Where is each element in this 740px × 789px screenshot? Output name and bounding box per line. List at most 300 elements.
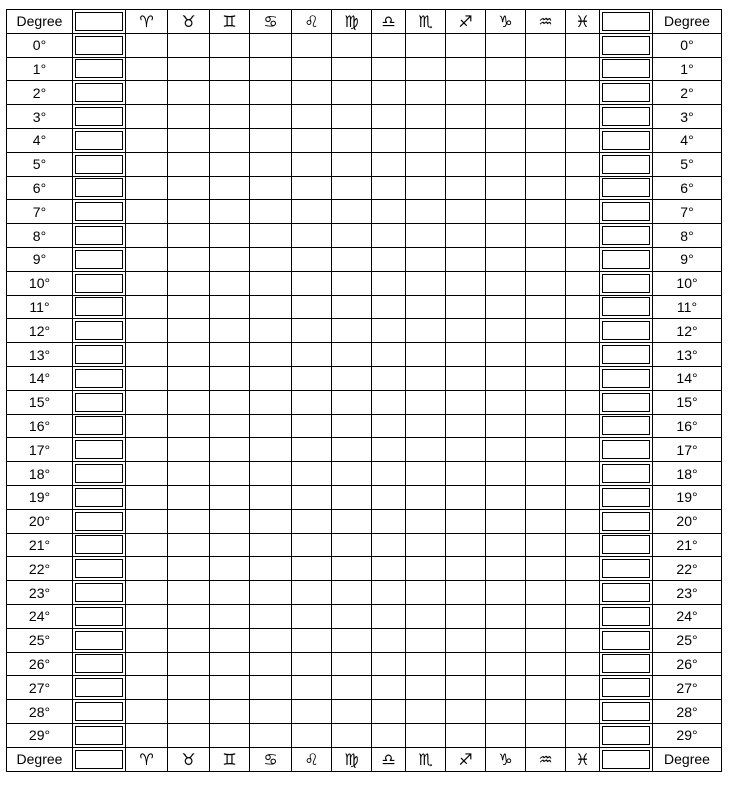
- libra-cell[interactable]: [372, 462, 406, 486]
- capricorn-cell[interactable]: [486, 509, 526, 533]
- aries-cell[interactable]: [126, 462, 168, 486]
- leo-cell[interactable]: [292, 676, 332, 700]
- aries-cell[interactable]: [126, 271, 168, 295]
- taurus-cell[interactable]: [168, 319, 210, 343]
- entry-box[interactable]: [602, 440, 650, 459]
- capricorn-cell[interactable]: [486, 366, 526, 390]
- entry-box[interactable]: [75, 369, 123, 388]
- entry-box[interactable]: [75, 702, 123, 721]
- taurus-cell[interactable]: [168, 581, 210, 605]
- leo-cell[interactable]: [292, 176, 332, 200]
- pisces-cell[interactable]: [566, 723, 600, 747]
- scorpio-cell[interactable]: [406, 105, 446, 129]
- capricorn-cell[interactable]: [486, 247, 526, 271]
- aries-cell[interactable]: [126, 176, 168, 200]
- taurus-cell[interactable]: [168, 557, 210, 581]
- libra-cell[interactable]: [372, 700, 406, 724]
- aquarius-cell[interactable]: [526, 200, 566, 224]
- leo-cell[interactable]: [292, 152, 332, 176]
- entry-box[interactable]: [602, 488, 650, 507]
- cancer-cell[interactable]: [250, 557, 292, 581]
- entry-box[interactable]: [602, 583, 650, 602]
- sagittarius-cell[interactable]: [446, 343, 486, 367]
- virgo-cell[interactable]: [332, 152, 372, 176]
- pisces-cell[interactable]: [566, 224, 600, 248]
- cancer-cell[interactable]: [250, 438, 292, 462]
- libra-cell[interactable]: [372, 485, 406, 509]
- libra-cell[interactable]: [372, 81, 406, 105]
- gemini-cell[interactable]: [210, 319, 250, 343]
- leo-cell[interactable]: [292, 105, 332, 129]
- taurus-cell[interactable]: [168, 438, 210, 462]
- aquarius-cell[interactable]: [526, 176, 566, 200]
- aquarius-cell[interactable]: [526, 581, 566, 605]
- gemini-cell[interactable]: [210, 247, 250, 271]
- cancer-cell[interactable]: [250, 247, 292, 271]
- aquarius-cell[interactable]: [526, 509, 566, 533]
- leo-cell[interactable]: [292, 700, 332, 724]
- sagittarius-cell[interactable]: [446, 81, 486, 105]
- taurus-cell[interactable]: [168, 295, 210, 319]
- pisces-cell[interactable]: [566, 128, 600, 152]
- entry-box[interactable]: [75, 631, 123, 650]
- gemini-cell[interactable]: [210, 485, 250, 509]
- libra-cell[interactable]: [372, 152, 406, 176]
- sagittarius-cell[interactable]: [446, 33, 486, 57]
- libra-cell[interactable]: [372, 57, 406, 81]
- aries-cell[interactable]: [126, 700, 168, 724]
- gemini-cell[interactable]: [210, 700, 250, 724]
- aries-cell[interactable]: [126, 652, 168, 676]
- cancer-cell[interactable]: [250, 200, 292, 224]
- entry-box[interactable]: [602, 416, 650, 435]
- leo-cell[interactable]: [292, 247, 332, 271]
- entry-box[interactable]: [602, 250, 650, 269]
- virgo-cell[interactable]: [332, 604, 372, 628]
- leo-cell[interactable]: [292, 723, 332, 747]
- virgo-cell[interactable]: [332, 390, 372, 414]
- capricorn-cell[interactable]: [486, 105, 526, 129]
- scorpio-cell[interactable]: [406, 200, 446, 224]
- gemini-cell[interactable]: [210, 723, 250, 747]
- entry-box[interactable]: [75, 583, 123, 602]
- pisces-cell[interactable]: [566, 581, 600, 605]
- entry-box[interactable]: [75, 393, 123, 412]
- pisces-cell[interactable]: [566, 628, 600, 652]
- taurus-cell[interactable]: [168, 57, 210, 81]
- capricorn-cell[interactable]: [486, 723, 526, 747]
- taurus-cell[interactable]: [168, 414, 210, 438]
- virgo-cell[interactable]: [332, 557, 372, 581]
- leo-cell[interactable]: [292, 414, 332, 438]
- libra-cell[interactable]: [372, 319, 406, 343]
- entry-box[interactable]: [602, 631, 650, 650]
- gemini-cell[interactable]: [210, 438, 250, 462]
- gemini-cell[interactable]: [210, 652, 250, 676]
- taurus-cell[interactable]: [168, 247, 210, 271]
- taurus-cell[interactable]: [168, 485, 210, 509]
- aries-cell[interactable]: [126, 81, 168, 105]
- pisces-cell[interactable]: [566, 105, 600, 129]
- taurus-cell[interactable]: [168, 509, 210, 533]
- virgo-cell[interactable]: [332, 176, 372, 200]
- gemini-cell[interactable]: [210, 676, 250, 700]
- libra-cell[interactable]: [372, 414, 406, 438]
- entry-box[interactable]: [75, 83, 123, 102]
- sagittarius-cell[interactable]: [446, 319, 486, 343]
- libra-cell[interactable]: [372, 652, 406, 676]
- entry-box[interactable]: [602, 202, 650, 221]
- aries-cell[interactable]: [126, 676, 168, 700]
- capricorn-cell[interactable]: [486, 652, 526, 676]
- scorpio-cell[interactable]: [406, 57, 446, 81]
- pisces-cell[interactable]: [566, 319, 600, 343]
- aquarius-cell[interactable]: [526, 676, 566, 700]
- entry-box[interactable]: [602, 131, 650, 150]
- entry-box[interactable]: [602, 702, 650, 721]
- aquarius-cell[interactable]: [526, 700, 566, 724]
- libra-cell[interactable]: [372, 128, 406, 152]
- virgo-cell[interactable]: [332, 700, 372, 724]
- entry-box[interactable]: [602, 726, 650, 745]
- leo-cell[interactable]: [292, 366, 332, 390]
- taurus-cell[interactable]: [168, 462, 210, 486]
- libra-cell[interactable]: [372, 438, 406, 462]
- pisces-cell[interactable]: [566, 557, 600, 581]
- aquarius-cell[interactable]: [526, 33, 566, 57]
- entry-box[interactable]: [75, 131, 123, 150]
- cancer-cell[interactable]: [250, 319, 292, 343]
- pisces-cell[interactable]: [566, 200, 600, 224]
- virgo-cell[interactable]: [332, 271, 372, 295]
- gemini-cell[interactable]: [210, 462, 250, 486]
- aries-cell[interactable]: [126, 343, 168, 367]
- pisces-cell[interactable]: [566, 295, 600, 319]
- libra-cell[interactable]: [372, 343, 406, 367]
- aries-cell[interactable]: [126, 485, 168, 509]
- aries-cell[interactable]: [126, 57, 168, 81]
- capricorn-cell[interactable]: [486, 295, 526, 319]
- leo-cell[interactable]: [292, 200, 332, 224]
- pisces-cell[interactable]: [566, 81, 600, 105]
- cancer-cell[interactable]: [250, 462, 292, 486]
- entry-box[interactable]: [75, 155, 123, 174]
- aquarius-cell[interactable]: [526, 390, 566, 414]
- cancer-cell[interactable]: [250, 176, 292, 200]
- libra-cell[interactable]: [372, 390, 406, 414]
- virgo-cell[interactable]: [332, 533, 372, 557]
- sagittarius-cell[interactable]: [446, 438, 486, 462]
- capricorn-cell[interactable]: [486, 390, 526, 414]
- entry-box[interactable]: [602, 36, 650, 55]
- leo-cell[interactable]: [292, 295, 332, 319]
- scorpio-cell[interactable]: [406, 533, 446, 557]
- pisces-cell[interactable]: [566, 414, 600, 438]
- gemini-cell[interactable]: [210, 33, 250, 57]
- entry-box[interactable]: [75, 226, 123, 245]
- gemini-cell[interactable]: [210, 509, 250, 533]
- capricorn-cell[interactable]: [486, 628, 526, 652]
- entry-box[interactable]: [75, 678, 123, 697]
- aries-cell[interactable]: [126, 438, 168, 462]
- leo-cell[interactable]: [292, 438, 332, 462]
- taurus-cell[interactable]: [168, 105, 210, 129]
- sagittarius-cell[interactable]: [446, 652, 486, 676]
- taurus-cell[interactable]: [168, 176, 210, 200]
- scorpio-cell[interactable]: [406, 295, 446, 319]
- scorpio-cell[interactable]: [406, 485, 446, 509]
- leo-cell[interactable]: [292, 271, 332, 295]
- virgo-cell[interactable]: [332, 33, 372, 57]
- cancer-cell[interactable]: [250, 509, 292, 533]
- libra-cell[interactable]: [372, 676, 406, 700]
- taurus-cell[interactable]: [168, 390, 210, 414]
- virgo-cell[interactable]: [332, 128, 372, 152]
- sagittarius-cell[interactable]: [446, 295, 486, 319]
- cancer-cell[interactable]: [250, 105, 292, 129]
- pisces-cell[interactable]: [566, 57, 600, 81]
- scorpio-cell[interactable]: [406, 390, 446, 414]
- gemini-cell[interactable]: [210, 628, 250, 652]
- scorpio-cell[interactable]: [406, 509, 446, 533]
- gemini-cell[interactable]: [210, 128, 250, 152]
- libra-cell[interactable]: [372, 247, 406, 271]
- aries-cell[interactable]: [126, 105, 168, 129]
- scorpio-cell[interactable]: [406, 176, 446, 200]
- sagittarius-cell[interactable]: [446, 723, 486, 747]
- pisces-cell[interactable]: [566, 176, 600, 200]
- entry-box[interactable]: [75, 488, 123, 507]
- virgo-cell[interactable]: [332, 581, 372, 605]
- leo-cell[interactable]: [292, 581, 332, 605]
- leo-cell[interactable]: [292, 57, 332, 81]
- taurus-cell[interactable]: [168, 628, 210, 652]
- entry-box[interactable]: [75, 274, 123, 293]
- aries-cell[interactable]: [126, 319, 168, 343]
- gemini-cell[interactable]: [210, 557, 250, 581]
- pisces-cell[interactable]: [566, 509, 600, 533]
- entry-box[interactable]: [75, 59, 123, 78]
- aries-cell[interactable]: [126, 509, 168, 533]
- libra-cell[interactable]: [372, 723, 406, 747]
- entry-box[interactable]: [75, 654, 123, 673]
- entry-box[interactable]: [602, 59, 650, 78]
- gemini-cell[interactable]: [210, 105, 250, 129]
- leo-cell[interactable]: [292, 557, 332, 581]
- sagittarius-cell[interactable]: [446, 152, 486, 176]
- entry-box[interactable]: [75, 297, 123, 316]
- cancer-cell[interactable]: [250, 33, 292, 57]
- scorpio-cell[interactable]: [406, 604, 446, 628]
- pisces-cell[interactable]: [566, 247, 600, 271]
- aquarius-cell[interactable]: [526, 295, 566, 319]
- aquarius-cell[interactable]: [526, 652, 566, 676]
- cancer-cell[interactable]: [250, 604, 292, 628]
- sagittarius-cell[interactable]: [446, 581, 486, 605]
- entry-box[interactable]: [75, 607, 123, 626]
- virgo-cell[interactable]: [332, 462, 372, 486]
- libra-cell[interactable]: [372, 295, 406, 319]
- taurus-cell[interactable]: [168, 200, 210, 224]
- virgo-cell[interactable]: [332, 723, 372, 747]
- sagittarius-cell[interactable]: [446, 557, 486, 581]
- entry-box[interactable]: [75, 202, 123, 221]
- entry-box[interactable]: [602, 607, 650, 626]
- sagittarius-cell[interactable]: [446, 366, 486, 390]
- sagittarius-cell[interactable]: [446, 200, 486, 224]
- sagittarius-cell[interactable]: [446, 462, 486, 486]
- entry-box[interactable]: [75, 726, 123, 745]
- pisces-cell[interactable]: [566, 700, 600, 724]
- capricorn-cell[interactable]: [486, 176, 526, 200]
- entry-box[interactable]: [75, 36, 123, 55]
- scorpio-cell[interactable]: [406, 700, 446, 724]
- capricorn-cell[interactable]: [486, 557, 526, 581]
- sagittarius-cell[interactable]: [446, 676, 486, 700]
- pisces-cell[interactable]: [566, 152, 600, 176]
- aries-cell[interactable]: [126, 247, 168, 271]
- virgo-cell[interactable]: [332, 414, 372, 438]
- entry-box[interactable]: [602, 226, 650, 245]
- capricorn-cell[interactable]: [486, 33, 526, 57]
- scorpio-cell[interactable]: [406, 723, 446, 747]
- pisces-cell[interactable]: [566, 676, 600, 700]
- gemini-cell[interactable]: [210, 295, 250, 319]
- aquarius-cell[interactable]: [526, 414, 566, 438]
- aquarius-cell[interactable]: [526, 462, 566, 486]
- libra-cell[interactable]: [372, 581, 406, 605]
- gemini-cell[interactable]: [210, 224, 250, 248]
- pisces-cell[interactable]: [566, 462, 600, 486]
- leo-cell[interactable]: [292, 509, 332, 533]
- virgo-cell[interactable]: [332, 509, 372, 533]
- sagittarius-cell[interactable]: [446, 128, 486, 152]
- virgo-cell[interactable]: [332, 652, 372, 676]
- leo-cell[interactable]: [292, 604, 332, 628]
- capricorn-cell[interactable]: [486, 533, 526, 557]
- entry-box[interactable]: [75, 321, 123, 340]
- pisces-cell[interactable]: [566, 533, 600, 557]
- aquarius-cell[interactable]: [526, 557, 566, 581]
- capricorn-cell[interactable]: [486, 581, 526, 605]
- gemini-cell[interactable]: [210, 200, 250, 224]
- gemini-cell[interactable]: [210, 414, 250, 438]
- scorpio-cell[interactable]: [406, 438, 446, 462]
- aries-cell[interactable]: [126, 200, 168, 224]
- aries-cell[interactable]: [126, 557, 168, 581]
- entry-box[interactable]: [75, 512, 123, 531]
- entry-box[interactable]: [602, 297, 650, 316]
- pisces-cell[interactable]: [566, 438, 600, 462]
- aries-cell[interactable]: [126, 295, 168, 319]
- sagittarius-cell[interactable]: [446, 628, 486, 652]
- capricorn-cell[interactable]: [486, 271, 526, 295]
- virgo-cell[interactable]: [332, 343, 372, 367]
- capricorn-cell[interactable]: [486, 414, 526, 438]
- scorpio-cell[interactable]: [406, 462, 446, 486]
- leo-cell[interactable]: [292, 485, 332, 509]
- leo-cell[interactable]: [292, 462, 332, 486]
- taurus-cell[interactable]: [168, 604, 210, 628]
- aquarius-cell[interactable]: [526, 319, 566, 343]
- cancer-cell[interactable]: [250, 81, 292, 105]
- entry-box[interactable]: [75, 345, 123, 364]
- aquarius-cell[interactable]: [526, 533, 566, 557]
- entry-box[interactable]: [75, 440, 123, 459]
- sagittarius-cell[interactable]: [446, 533, 486, 557]
- entry-box[interactable]: [602, 512, 650, 531]
- entry-box[interactable]: [75, 464, 123, 483]
- cancer-cell[interactable]: [250, 414, 292, 438]
- taurus-cell[interactable]: [168, 152, 210, 176]
- entry-box[interactable]: [602, 750, 650, 769]
- aries-cell[interactable]: [126, 366, 168, 390]
- cancer-cell[interactable]: [250, 271, 292, 295]
- sagittarius-cell[interactable]: [446, 176, 486, 200]
- gemini-cell[interactable]: [210, 366, 250, 390]
- virgo-cell[interactable]: [332, 319, 372, 343]
- entry-box[interactable]: [602, 464, 650, 483]
- gemini-cell[interactable]: [210, 604, 250, 628]
- aries-cell[interactable]: [126, 33, 168, 57]
- taurus-cell[interactable]: [168, 533, 210, 557]
- taurus-cell[interactable]: [168, 676, 210, 700]
- libra-cell[interactable]: [372, 176, 406, 200]
- cancer-cell[interactable]: [250, 366, 292, 390]
- leo-cell[interactable]: [292, 533, 332, 557]
- entry-box[interactable]: [602, 345, 650, 364]
- aquarius-cell[interactable]: [526, 438, 566, 462]
- sagittarius-cell[interactable]: [446, 414, 486, 438]
- aquarius-cell[interactable]: [526, 485, 566, 509]
- virgo-cell[interactable]: [332, 200, 372, 224]
- entry-box[interactable]: [75, 107, 123, 126]
- libra-cell[interactable]: [372, 105, 406, 129]
- libra-cell[interactable]: [372, 33, 406, 57]
- entry-box[interactable]: [75, 178, 123, 197]
- capricorn-cell[interactable]: [486, 152, 526, 176]
- cancer-cell[interactable]: [250, 628, 292, 652]
- leo-cell[interactable]: [292, 652, 332, 676]
- pisces-cell[interactable]: [566, 271, 600, 295]
- pisces-cell[interactable]: [566, 604, 600, 628]
- sagittarius-cell[interactable]: [446, 700, 486, 724]
- taurus-cell[interactable]: [168, 700, 210, 724]
- capricorn-cell[interactable]: [486, 81, 526, 105]
- virgo-cell[interactable]: [332, 438, 372, 462]
- capricorn-cell[interactable]: [486, 438, 526, 462]
- aquarius-cell[interactable]: [526, 723, 566, 747]
- entry-box[interactable]: [602, 321, 650, 340]
- gemini-cell[interactable]: [210, 152, 250, 176]
- libra-cell[interactable]: [372, 533, 406, 557]
- aries-cell[interactable]: [126, 224, 168, 248]
- sagittarius-cell[interactable]: [446, 105, 486, 129]
- aquarius-cell[interactable]: [526, 247, 566, 271]
- virgo-cell[interactable]: [332, 224, 372, 248]
- entry-box[interactable]: [75, 12, 123, 31]
- scorpio-cell[interactable]: [406, 628, 446, 652]
- gemini-cell[interactable]: [210, 81, 250, 105]
- virgo-cell[interactable]: [332, 105, 372, 129]
- taurus-cell[interactable]: [168, 33, 210, 57]
- capricorn-cell[interactable]: [486, 604, 526, 628]
- capricorn-cell[interactable]: [486, 700, 526, 724]
- cancer-cell[interactable]: [250, 676, 292, 700]
- virgo-cell[interactable]: [332, 57, 372, 81]
- sagittarius-cell[interactable]: [446, 485, 486, 509]
- entry-box[interactable]: [602, 274, 650, 293]
